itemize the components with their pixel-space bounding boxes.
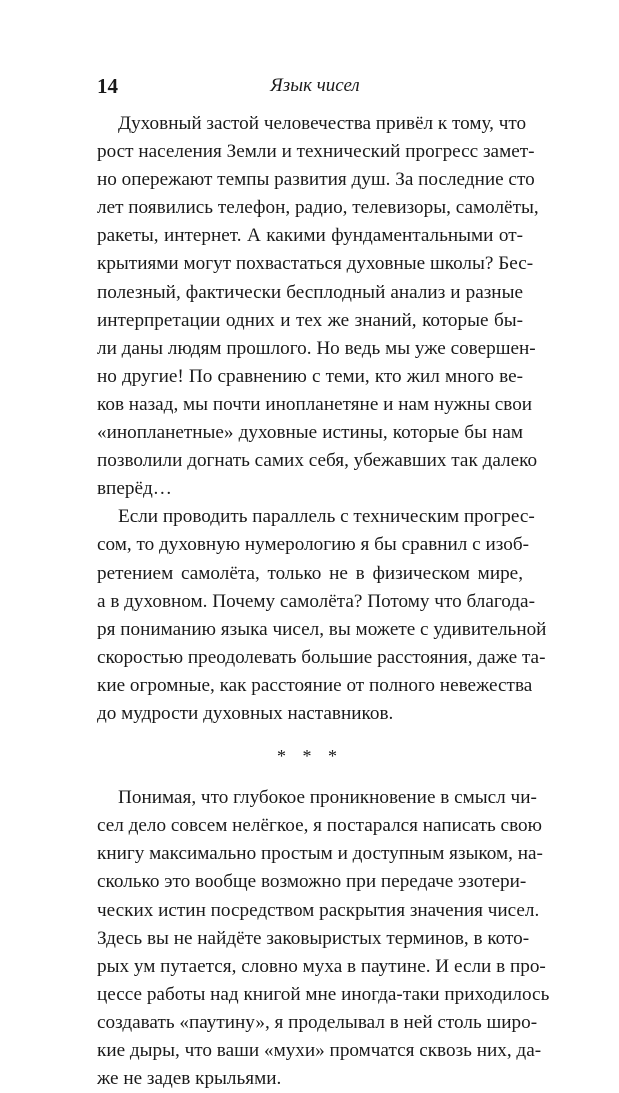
- text-line: а в духовном. Почему самолёта? Потому что благода-: [97, 590, 535, 612]
- text-line: сом, то духовную нумерологию я бы сравнил с изоб-: [97, 534, 529, 556]
- text-line: сел дело совсем нелёгкое, я постарался написать свою: [97, 815, 542, 837]
- paragraph-3: [97, 784, 550, 1093]
- text-line: скоростью преодолевать большие расстояния, даже та-: [97, 646, 546, 668]
- paragraph-1: [97, 110, 539, 503]
- text-line: ли даны людям прошлого. Но ведь мы уже совершен-: [97, 337, 536, 359]
- text-line: но другие! По сравнению с теми, кто жил много ве-: [97, 365, 523, 387]
- text-line: рост населения Земли и технический прогресс замет-: [97, 141, 535, 163]
- text-line: «инопланетные» духовные истины, которые бы нам: [97, 422, 523, 444]
- text-line: сколько это вообще возможно при передаче эзотери-: [97, 871, 527, 893]
- text-line: полезный, фактически бесплодный анализ и разные: [97, 281, 523, 303]
- text-line: ческих истин посредством раскрытия значения чисел.: [97, 899, 540, 921]
- running-title: Язык чисел: [270, 75, 360, 96]
- text-line: позволили догнать самих себя, убежавших так далеко: [97, 450, 538, 472]
- text-line: лет появились телефон, радио, телевизоры, самолёты,: [97, 197, 539, 219]
- text-line: рых ум путается, словно муха в паутине. И если в про-: [97, 955, 546, 977]
- text-line: Если проводить параллель с техническим прогрес-: [118, 506, 535, 528]
- text-line: ря пониманию языка чисел, вы можете с удивительной: [97, 618, 547, 640]
- text-line: но опережают темпы развития душ. За последние сто: [97, 169, 535, 191]
- text-line: ракеты, интернет. А какими фундаментальными от-: [97, 225, 523, 247]
- running-header: [97, 72, 523, 100]
- text-line: Духовный застой человечества привёл к тому, что: [118, 113, 527, 134]
- text-line: до мудрости духовных наставников.: [97, 702, 394, 724]
- section-separator: * * *: [277, 746, 343, 767]
- body-text: [97, 110, 550, 1093]
- text-line: интерпретации одних и тех же знаний, которые бы-: [97, 309, 523, 331]
- text-line: создавать «паутину», я проделывал в ней столь широ-: [97, 1011, 538, 1033]
- text-line: ков назад, мы почти инопланетяне и нам нужны свои: [97, 393, 533, 415]
- text-line: цессе работы над книгой мне иногда-таки приходилось: [97, 983, 550, 1005]
- text-line: крытиями могут похвастаться духовные школы? Бес-: [97, 253, 534, 275]
- text-line: Понимая, что глубокое проникновение в смысл чи-: [118, 787, 537, 809]
- text-line: кие огромные, как расстояние от полного невежества: [97, 674, 533, 696]
- text-line: Здесь вы не найдёте заковыристых терминов, в кото-: [97, 927, 530, 949]
- text-line: кие дыры, что ваши «мухи» промчатся сквозь них, да-: [97, 1040, 542, 1061]
- text-line: книгу максимально простым и доступным языком, на-: [97, 843, 543, 865]
- text-line: ретением самолёта, только не в физическом мире,: [97, 562, 523, 584]
- page-number: 14: [97, 74, 118, 98]
- paragraph-2: [97, 503, 547, 728]
- text-line: вперёд…: [97, 478, 172, 500]
- text-line: же не задев крыльями.: [97, 1068, 282, 1090]
